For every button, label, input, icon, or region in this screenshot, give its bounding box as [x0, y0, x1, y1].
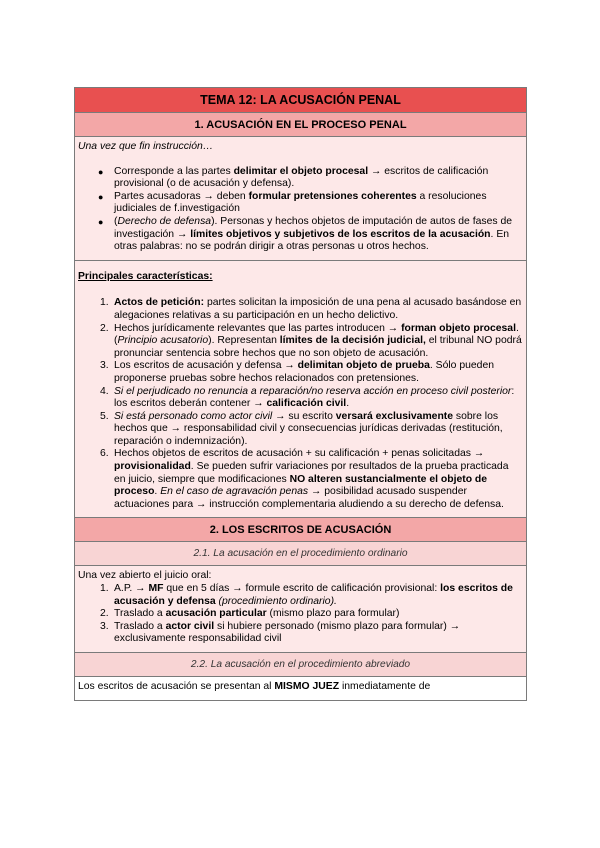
subsection-2-2-heading: 2.2. La acusación en el procedimiento abreviado — [74, 653, 527, 677]
characteristics-block — [74, 261, 527, 519]
bullet-list — [78, 166, 522, 254]
characteristics-heading: Principales características: — [78, 270, 213, 282]
section-2-heading: 2. LOS ESCRITOS DE ACUSACIÓN — [74, 518, 527, 542]
subsection-2-1-heading: 2.1. La acusación en el procedimiento ordinario — [74, 542, 527, 566]
list-item: 1. Actos de petición: partes solicitan la imposición de una pena al acusado basándose en alegaciones relativas a su participación en un hecho delictivo. — [100, 297, 522, 321]
bullet-icon: ● — [98, 191, 104, 202]
list-item: 6. Hechos objetos de escritos de acusación + su calificación + penas solicitadas → provisionalidad. Se pueden sufrir variaciones por resultados de la prueba practicada en juicio, siempre que modificaciones NO alteren sustancialmente el objeto de proceso. En el caso de agravación penas → posibilidad acusado suspender actuaciones para → instrucción complementaria aludiendo a su derecho de defensa. — [100, 448, 509, 510]
list-item: ● Partes acusadoras → deben formular pretensiones coherentes a resoluciones judiciales de f.investigación — [98, 190, 487, 215]
list-item: 3. Los escritos de acusación y defensa → delimitan objeto de prueba. Sólo pueden proponerse pruebas sobre hechos relacionados con pretensiones. — [100, 360, 495, 384]
section-1-heading: 1. ACUSACIÓN EN EL PROCESO PENAL — [74, 113, 527, 137]
list-item: 5. Si está personado como actor civil → su escrito versará exclusivamente sobre los hechos que → responsabilidad civil y consecuencias jurídicas derivadas (restitución, reparación o indemnización). — [100, 410, 503, 447]
list-item: 2. Traslado a acusación particular (mismo plazo para formular) — [100, 608, 400, 620]
bullet-icon: ● — [98, 166, 104, 177]
intro-text: Una vez que fin instrucción… — [78, 141, 214, 152]
characteristics-list — [78, 297, 522, 511]
section-1-intro-block — [74, 137, 527, 261]
last-paragraph-block: Los escritos de acusación se presentan al MISMO JUEZ inmediatamente de — [74, 677, 527, 701]
bullet-icon: ● — [98, 216, 104, 227]
list-item: 4. Si el perjudicado no renuncia a reparación/no reserva acción en proceso civil posterior: los escritos deberán contener → calificación civil. — [100, 385, 515, 410]
juicio-intro: Una vez abierto el juicio oral: — [78, 570, 212, 582]
list-item: 3. Traslado a actor civil si hubiere personado (mismo plazo para formular) → exclusivamente responsabilidad civil — [100, 620, 461, 645]
list-item: 2. Hechos jurídicamente relevantes que las partes introducen → forman objeto procesal. (Principio acusatorio). Representan límites de la decisión judicial, el tribunal NO podrá pronunciar sentencia sobre hechos que no son objeto de acusación. — [100, 322, 522, 359]
list-item: 1. A.P. → MF que en 5 días → formule escrito de calificación provisional: los escritos de acusación y defensa (procedimiento ordinario). — [100, 583, 513, 607]
list-item: ● (Derecho de defensa). Personas y hechos objetos de imputación de autos de fases de investigación → límites objetivos y subjetivos de los escritos de la acusación. En otras palabras: no se podrán dirigir a otras personas u otros hechos. — [98, 215, 513, 253]
document-title: TEMA 12: LA ACUSACIÓN PENAL — [74, 87, 527, 113]
juicio-oral-block — [74, 566, 527, 653]
document-table — [74, 87, 527, 701]
list-item: ● Corresponde a las partes delimitar el objeto procesal → escritos de calificación provisional (o de acusación y defensa). — [98, 165, 489, 190]
juicio-list — [78, 583, 522, 646]
